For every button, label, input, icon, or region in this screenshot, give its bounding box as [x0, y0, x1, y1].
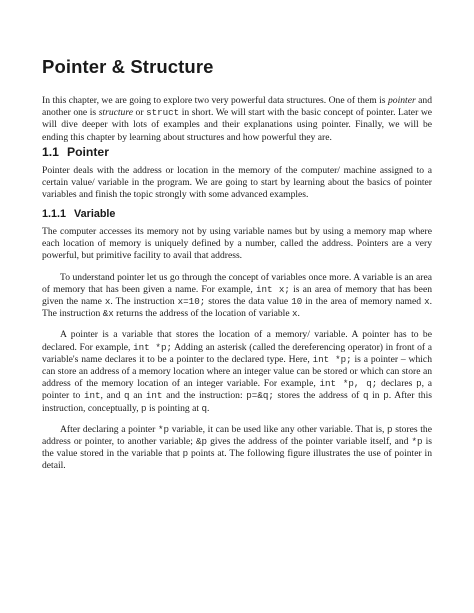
code-struct: struct	[146, 107, 180, 119]
code-q: q	[362, 390, 369, 402]
subsection-title: Variable	[74, 208, 116, 220]
text-run: .	[297, 308, 300, 320]
paragraph-pointer-usage	[42, 424, 432, 473]
text-run: stores the address or pointer, to another variable;	[42, 423, 432, 448]
paragraph-variables	[42, 272, 432, 321]
code-int-p: int *p;	[312, 353, 352, 365]
text-run: variable, it can be used like any other variable. That is,	[169, 423, 388, 435]
text-run: is pointing at	[146, 402, 202, 414]
text-run: . The instruction	[110, 296, 178, 308]
text-run: . After this instruction, conceptually,	[42, 390, 433, 414]
code-p: p	[387, 423, 393, 435]
chapter-title: Pointer & Structure	[42, 56, 214, 77]
section-paragraph-block	[42, 165, 432, 202]
emphasis-structure: structure	[98, 107, 133, 119]
section-title: Pointer	[66, 145, 109, 159]
code-x: x	[424, 296, 430, 308]
code-x: x	[104, 296, 111, 308]
code-x-assign: x=10;	[177, 296, 206, 308]
code-int-p: int *p;	[133, 341, 172, 353]
code-p: p	[383, 390, 389, 402]
text-run: is an area of memory that has been given the name	[42, 283, 432, 308]
code-int-p-q: int *p, q;	[319, 378, 378, 390]
paragraph-memory-map: The computer accesses its memory not by using variable names but by using a memory map where each location of memory is uniquely defined by a number, called the address. Pointers are a very powerful, but primitive facility to avail that address.	[42, 226, 432, 262]
text-run: and another one is	[42, 95, 432, 119]
emphasis-pointer: pointer	[387, 95, 416, 106]
code-p: p	[416, 378, 422, 390]
code-int: int	[145, 390, 163, 402]
text-run: or	[132, 107, 147, 119]
text-run: Adding an asterisk (called the dereferencing operator) in front of a variable's name declares it to be a pointer to the declared type. Here,	[42, 341, 432, 365]
text-run: returns the address of the location of variable	[113, 308, 293, 320]
text-run: , and	[100, 390, 125, 402]
text-run: an	[129, 390, 146, 402]
intro-paragraph-block	[42, 95, 432, 144]
code-p: p	[182, 448, 189, 460]
code-deref-p: *p	[411, 436, 423, 448]
code-10: 10	[291, 296, 303, 308]
code-x: x	[292, 308, 298, 320]
code-q: q	[124, 390, 130, 402]
section-number: 1.1	[42, 145, 59, 159]
text-run: stores the data value	[205, 296, 292, 308]
code-address-p: &p	[196, 436, 208, 448]
text-run: , a pointer to	[42, 378, 432, 402]
text-run: .	[206, 402, 210, 414]
text-run: is a pointer – which can store an address of a memory location where an integer value can be stored or which can store an address of the memory location of an integer variable. For example,	[42, 353, 432, 390]
code-deref-p: *p	[158, 423, 170, 435]
text-run: is the value stored in the variable that	[42, 436, 432, 460]
text-run: in short. We will start with the basic concept of pointer. Later we will dive deeper with lots of examples and their explanations using pointer. Finally, we will be ending this chapter by learning about structures and how powerful they are.	[42, 107, 433, 143]
section-heading	[42, 145, 109, 159]
subsection-heading	[42, 208, 115, 220]
code-p: p	[141, 402, 147, 414]
text-run: in the area of memory named	[302, 296, 425, 308]
code-int-x: int x;	[256, 283, 290, 295]
section-paragraph: Pointer deals with the address or location in the memory of the computer/ machine assigned to a certain value/ variable in the program. We are going to start by learning about the basics of pointer variables and finish the topic strongly with some advanced examples.	[42, 165, 432, 201]
subsection-number: 1.1.1	[42, 208, 67, 220]
text-run: In this chapter, we are going to explore two very powerful data structures. One of them is	[42, 95, 388, 106]
code-int: int	[83, 390, 101, 402]
code-address-x: &x	[102, 308, 114, 320]
text-run: gives the address of the pointer variable itself, and	[207, 436, 412, 448]
subsection-body	[42, 226, 432, 473]
text-run: declares	[377, 378, 417, 390]
text-run: A pointer is a variable that stores the location of a memory/ variable. A pointer has to be declared. For example,	[42, 329, 432, 353]
text-run: stores the address of	[273, 390, 363, 402]
code-p-assign-address-q: p=&q;	[246, 390, 274, 402]
text-run: To understand pointer let us go through the concept of variables once more. A variable is an area of memory that has been given a name. For example,	[42, 271, 432, 295]
code-q: q	[201, 402, 207, 414]
text-run: points at. The following figure illustrates the use of pointer in detail.	[42, 448, 432, 472]
text-run: in	[368, 390, 384, 402]
text-run: and the instruction:	[162, 390, 247, 402]
text-run: . The instruction	[42, 296, 432, 320]
intro-paragraph	[42, 95, 432, 144]
paragraph-pointer-declaration	[42, 329, 432, 414]
text-run: After declaring a pointer	[60, 423, 159, 435]
